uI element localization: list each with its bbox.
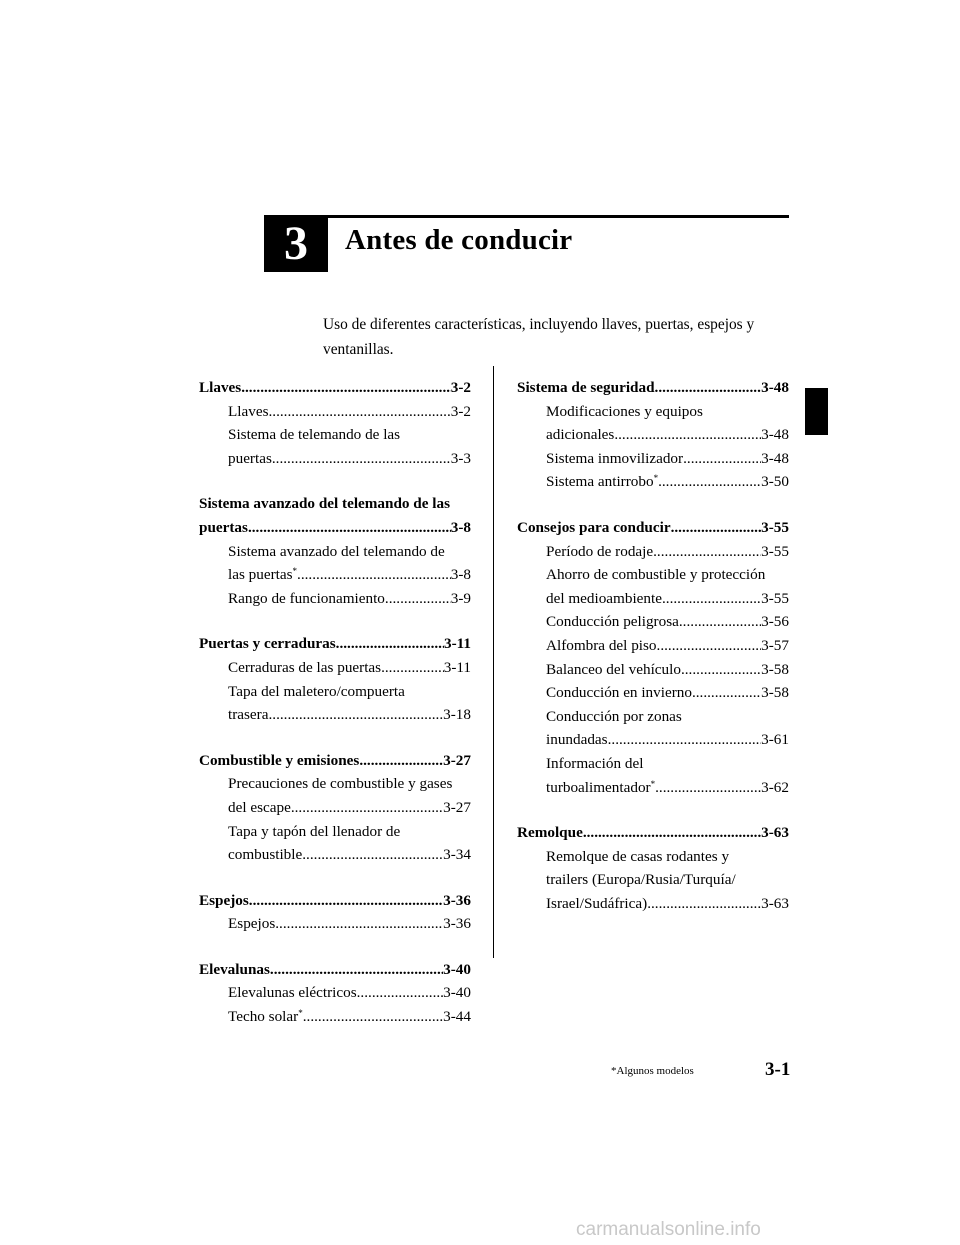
toc-heading-text: Elevalunas <box>199 960 270 978</box>
leader-dots <box>268 703 443 727</box>
leader-dots <box>268 400 450 424</box>
toc-heading-text: Combustible y emisiones <box>199 751 360 769</box>
toc-entry-text: del escape <box>228 798 291 816</box>
leader-dots <box>583 821 761 845</box>
toc-entry-page: 3-27 <box>443 798 471 816</box>
toc-entry[interactable] <box>199 703 471 727</box>
chapter-thumb-tab <box>805 388 828 435</box>
toc-left-column <box>199 376 471 1051</box>
toc-entry[interactable] <box>517 634 789 658</box>
toc-heading[interactable] <box>199 632 471 656</box>
toc-entry-page: 3-9 <box>450 589 471 607</box>
toc-entry-page: 3-36 <box>443 915 471 933</box>
leader-dots <box>248 516 451 540</box>
leader-dots <box>657 634 762 658</box>
toc-entry[interactable] <box>199 400 471 424</box>
toc-entry-text-part: turboalimentador <box>546 778 651 796</box>
toc-heading-text: Puertas y cerraduras <box>199 635 336 653</box>
toc-entry-line[interactable]: Remolque de casas rodantes y <box>546 847 730 865</box>
toc-entry-line[interactable]: Precauciones de combustible y gases <box>228 775 453 793</box>
toc-entry[interactable] <box>199 563 471 587</box>
toc-heading-page: 3-27 <box>443 751 471 769</box>
toc-heading-text: Sistema de seguridad <box>517 379 655 396</box>
toc-heading[interactable] <box>517 376 789 400</box>
toc-entry-line[interactable]: Modificaciones y equipos <box>546 402 703 420</box>
leader-dots <box>655 776 761 800</box>
toc-entry[interactable] <box>517 447 789 471</box>
toc-heading-page: 3-63 <box>761 824 789 842</box>
toc-entry[interactable] <box>517 681 789 705</box>
toc-entry-text: Conducción peligrosa <box>546 613 679 631</box>
toc-entry-page: 3-55 <box>761 589 789 607</box>
toc-entry[interactable] <box>199 587 471 611</box>
footer-note <box>611 1065 694 1077</box>
toc-entry-page: 3-50 <box>761 473 789 491</box>
toc-entry-text <box>228 1005 303 1029</box>
chapter-number-box <box>264 215 328 272</box>
toc-entry-text: trasera <box>228 706 269 724</box>
toc-entry-page: 3-55 <box>761 542 789 560</box>
toc-entry[interactable] <box>517 892 789 916</box>
leader-dots <box>241 376 451 400</box>
toc-entry-text: Cerraduras de las puertas <box>228 658 382 676</box>
toc-heading-page: 3-36 <box>443 891 471 909</box>
toc-entry-page: 3-63 <box>761 894 789 912</box>
toc-section-elevalunas <box>199 958 471 1029</box>
leader-dots <box>683 447 761 471</box>
toc-heading-text: Llaves <box>199 379 242 396</box>
toc-entry[interactable] <box>199 843 471 867</box>
toc-entry-page: 3-58 <box>761 660 789 678</box>
leader-dots <box>336 632 444 656</box>
some-models-mark: * <box>292 566 298 577</box>
chapter-number: 3 <box>284 216 308 270</box>
toc-entry-page: 3-8 <box>450 566 471 584</box>
toc-entry[interactable] <box>199 912 471 936</box>
toc-entry-text-part: Sistema antirrobo <box>546 473 654 491</box>
toc-entry-page: 3-11 <box>443 658 471 676</box>
toc-entry-page: 3-57 <box>761 636 789 654</box>
toc-entry-text: Conducción en invierno <box>546 684 692 702</box>
toc-entry[interactable] <box>199 1005 471 1029</box>
leader-dots <box>692 681 761 705</box>
toc-section-espejos <box>199 889 471 936</box>
toc-heading[interactable] <box>517 821 789 845</box>
toc-heading-line[interactable]: Sistema avanzado del telemando de las <box>199 495 451 513</box>
toc-entry[interactable] <box>517 776 789 800</box>
toc-entry-text: Elevalunas eléctricos <box>228 984 357 1002</box>
toc-entry-line[interactable]: trailers (Europa/Rusia/Turquía/ <box>546 871 736 889</box>
toc-entry-page: 3-2 <box>450 402 471 420</box>
toc-entry-text: Alfombra del piso <box>546 636 657 654</box>
toc-entry-text: adicionales <box>546 426 615 444</box>
toc-heading-page: 3-11 <box>443 635 471 653</box>
toc-entry-line[interactable]: Sistema de telemando de las <box>228 426 401 444</box>
toc-entry-text <box>546 470 658 494</box>
toc-entry-page: 3-56 <box>761 613 789 631</box>
toc-entry[interactable] <box>199 656 471 680</box>
toc-entry-text: puertas <box>228 449 272 467</box>
footer-note-text: Algunos modelos <box>616 1065 694 1077</box>
toc-section-combustible <box>199 749 471 867</box>
leader-dots <box>608 728 762 752</box>
toc-entry-page: 3-62 <box>761 778 789 796</box>
toc-heading[interactable] <box>199 889 471 913</box>
leader-dots <box>297 563 451 587</box>
toc-entry-page: 3-18 <box>443 706 471 724</box>
toc-heading[interactable] <box>199 749 471 773</box>
footer-note-mark: * <box>611 1065 617 1077</box>
toc-entry-line[interactable]: Sistema avanzado del telemando de <box>228 542 445 560</box>
leader-dots <box>249 889 443 913</box>
toc-heading-page: 3-2 <box>450 379 471 396</box>
toc-entry[interactable] <box>517 423 789 447</box>
toc-entry-page: 3-40 <box>443 984 471 1002</box>
toc-entry-page: 3-3 <box>450 449 471 467</box>
toc-heading-text: puertas <box>199 518 248 536</box>
toc-entry-text: Espejos <box>228 915 276 933</box>
leader-dots <box>658 470 761 494</box>
toc-section-puertas <box>199 632 471 726</box>
chapter-intro: Uso de diferentes características, incluyendo llaves, puertas, espejos y ventanillas. <box>323 316 755 358</box>
watermark: carmanualsonline.info <box>576 1219 761 1240</box>
toc-section-consejos <box>517 516 789 799</box>
toc-entry[interactable] <box>199 796 471 820</box>
toc-entry-page: 3-61 <box>761 731 789 749</box>
leader-dots <box>671 516 762 540</box>
some-models-mark: * <box>653 473 659 484</box>
toc-heading[interactable] <box>517 516 789 540</box>
leader-dots <box>270 958 443 982</box>
leader-dots <box>291 796 443 820</box>
toc-heading-page: 3-55 <box>761 518 789 536</box>
some-models-mark: * <box>298 1008 303 1019</box>
toc-heading[interactable] <box>199 958 471 982</box>
toc-heading-text: Remolque <box>517 824 583 842</box>
toc-entry[interactable] <box>517 658 789 682</box>
toc-entry-line[interactable]: Ahorro de combustible y protección <box>546 566 766 584</box>
toc-entry-text: inundadas <box>546 731 608 749</box>
some-models-mark: * <box>650 778 656 789</box>
toc-right-column <box>517 376 789 937</box>
toc-heading-text: Consejos para conducir <box>517 518 671 536</box>
toc-section-llaves <box>199 376 471 470</box>
toc-entry-line[interactable]: Tapa del maletero/compuerta <box>228 682 405 700</box>
leader-dots <box>679 610 761 634</box>
toc-entry-page: 3-44 <box>443 1008 471 1026</box>
toc-heading[interactable] <box>199 516 471 540</box>
toc-entry-text-part: las puertas <box>228 566 293 584</box>
toc-entry-text: del medioambiente <box>546 589 662 607</box>
leader-dots <box>359 749 443 773</box>
toc-entry[interactable] <box>517 470 789 494</box>
toc-entry-line[interactable]: Información del <box>546 754 644 772</box>
leader-dots <box>662 587 761 611</box>
toc-entry-text <box>228 563 297 587</box>
toc-entry[interactable] <box>199 981 471 1005</box>
leader-dots <box>655 376 762 400</box>
toc-heading-page: 3-48 <box>761 379 789 396</box>
toc-entry[interactable] <box>517 587 789 611</box>
leader-dots <box>614 423 761 447</box>
toc-heading-page: 3-40 <box>443 960 471 978</box>
title-rule <box>328 215 789 218</box>
toc-entry-page: 3-58 <box>761 684 789 702</box>
leader-dots <box>385 587 451 611</box>
toc-entry-page: 3-48 <box>761 426 789 444</box>
column-divider <box>493 366 494 958</box>
page-number: 3-1 <box>765 1059 791 1080</box>
toc-entry-text: Período de rodaje <box>546 542 654 560</box>
leader-dots <box>357 981 444 1005</box>
leader-dots <box>681 658 761 682</box>
leader-dots <box>303 1005 443 1029</box>
toc-section-remolque <box>517 821 789 915</box>
toc-entry-text: Israel/Sudáfrica) <box>546 894 648 912</box>
leader-dots <box>272 447 451 471</box>
leader-dots <box>653 540 761 564</box>
leader-dots <box>381 656 444 680</box>
toc-section-telemando-avanzado <box>199 492 471 610</box>
toc-entry-text: Llaves <box>228 402 269 420</box>
toc-entry-text <box>546 776 655 800</box>
toc-heading-text: Espejos <box>199 891 249 909</box>
toc-entry-text: Sistema inmovilizador <box>546 449 684 467</box>
toc-entry-line[interactable]: Tapa y tapón del llenador de <box>228 822 401 840</box>
toc-entry[interactable] <box>517 540 789 564</box>
toc-entry[interactable] <box>199 447 471 471</box>
toc-entry[interactable] <box>517 610 789 634</box>
toc-entry-page: 3-48 <box>761 449 789 467</box>
toc-entry-text: combustible <box>228 846 303 864</box>
chapter-title: Antes de conducir <box>345 224 573 256</box>
toc-heading[interactable] <box>199 376 471 400</box>
toc-entry-text: Rango de funcionamiento <box>228 589 385 607</box>
toc-section-seguridad <box>517 376 789 494</box>
leader-dots <box>275 912 443 936</box>
leader-dots <box>302 843 443 867</box>
toc-entry-page: 3-34 <box>443 846 471 864</box>
toc-entry-text-part: Techo solar <box>228 1008 299 1026</box>
toc-entry-line[interactable]: Conducción por zonas <box>546 707 682 725</box>
toc-entry[interactable] <box>517 728 789 752</box>
leader-dots <box>647 892 761 916</box>
toc-entry-text: Balanceo del vehículo <box>546 660 681 678</box>
toc-heading-page: 3-8 <box>450 518 471 536</box>
